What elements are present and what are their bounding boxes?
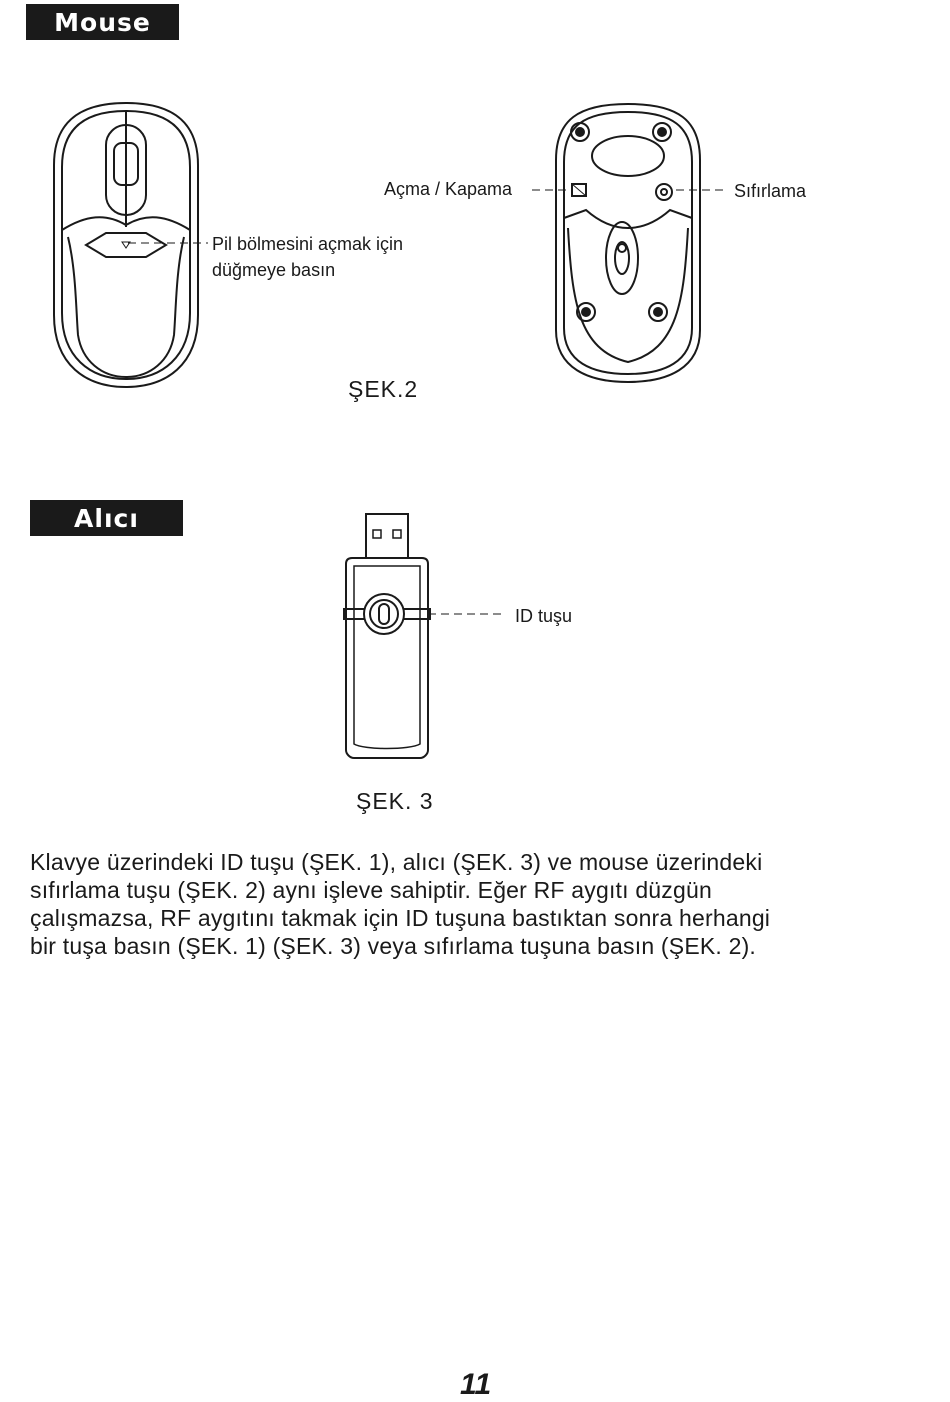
paragraph-line: çalışmazsa, RF aygıtını takmak için ID tuşuna bastıktan sonra herhangi: [30, 905, 771, 931]
id-button-leader-line: [428, 611, 506, 617]
id-button-label: ID tuşu: [515, 606, 573, 626]
battery-button-label-line2: düğmeye basın: [212, 260, 336, 280]
section-title-mouse: Mouse: [26, 4, 179, 40]
paragraph-line: sıfırlama tuşu (ŞEK. 2) aynı işleve sahiptir. Eğer RF aygıtı düzgün: [30, 877, 712, 903]
power-switch-label: Açma / Kapama: [384, 179, 513, 199]
figure-2-caption: ŞEK.2: [348, 376, 419, 402]
power-switch-leader-line: [532, 187, 572, 193]
mouse-bottom-view-illustration: [548, 100, 708, 390]
section-title-receiver: Alıcı: [30, 500, 183, 536]
reset-button-label: Sıfırlama: [734, 181, 807, 201]
battery-button-leader-line: [128, 240, 208, 246]
page-number: 11: [460, 1368, 492, 1401]
battery-button-label-line1: Pil bölmesini açmak için: [212, 234, 404, 254]
paragraph-line: Klavye üzerindeki ID tuşu (ŞEK. 1), alıcı (ŞEK. 3) ve mouse üzerindeki: [30, 849, 763, 875]
reset-button-leader-line: [676, 187, 726, 193]
instruction-paragraph: [30, 848, 920, 960]
figure-3-caption: ŞEK. 3: [356, 788, 434, 814]
usb-receiver-illustration: [340, 512, 440, 762]
paragraph-line: bir tuşa basın (ŞEK. 1) (ŞEK. 3) veya sıfırlama tuşuna basın (ŞEK. 2).: [30, 933, 757, 959]
